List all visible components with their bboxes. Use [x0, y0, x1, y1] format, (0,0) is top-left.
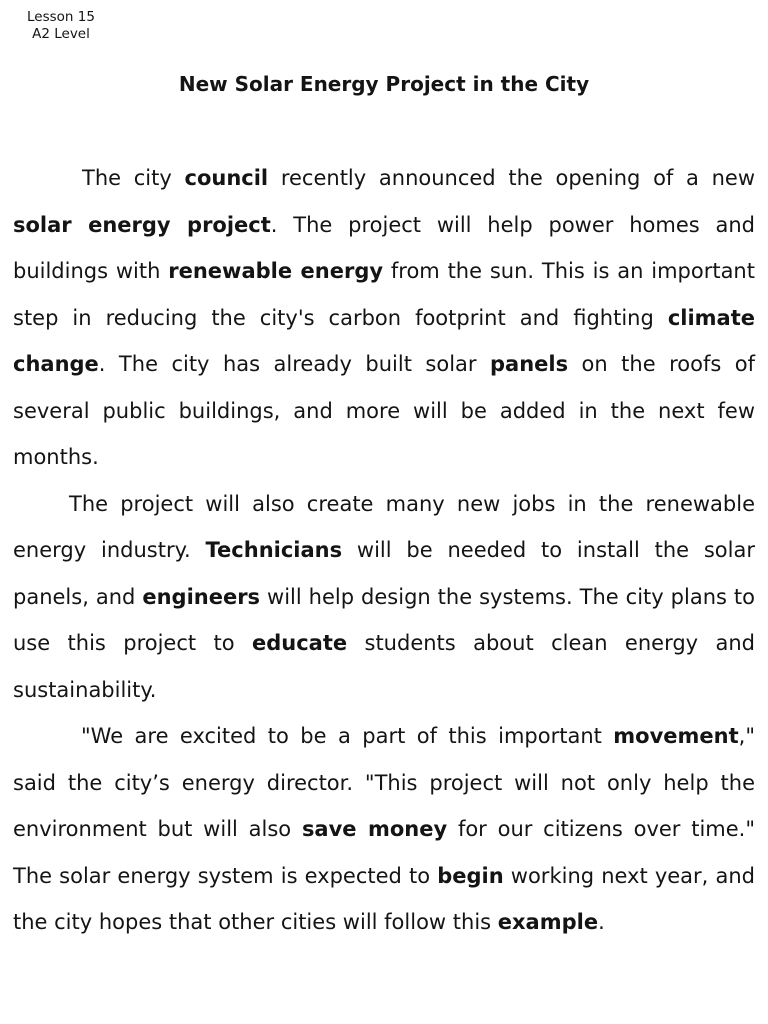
text-run: . — [598, 910, 605, 934]
text-run: The project will also create many new jobs in the renewable energy industry. — [13, 491, 755, 562]
paragraph-2 — [13, 481, 755, 714]
paragraph-3 — [13, 713, 755, 946]
vocabulary-term: climate change — [13, 305, 755, 376]
vocabulary-term: panels — [490, 352, 569, 376]
level-label: A2 Level — [32, 25, 90, 42]
text-run: for our citizens over time." The solar energy system is expected to — [13, 817, 755, 888]
vocabulary-term: save money — [301, 817, 448, 841]
lesson-info — [18, 9, 104, 42]
vocabulary-term: Technicians — [205, 538, 343, 562]
text-run: "We are excited to be a part of this important — [81, 724, 614, 748]
text-run: recently announced the opening of a new — [268, 166, 755, 190]
vocabulary-term: example — [497, 910, 599, 934]
vocabulary-term: movement — [613, 724, 739, 748]
text-run: The city — [82, 166, 185, 190]
text-run: will be needed to install the solar panels, and — [13, 538, 755, 609]
vocabulary-term: solar energy project — [13, 212, 271, 237]
text-run: students about clean energy and sustainability. — [13, 631, 755, 702]
text-run: will help design the systems. The city plans to use this project to — [13, 584, 756, 655]
article-body — [13, 155, 755, 946]
vocabulary-term: engineers — [142, 584, 261, 609]
paragraph-1 — [13, 155, 755, 481]
article-title: New Solar Energy Project in the City — [178, 72, 590, 96]
vocabulary-term: council — [184, 166, 269, 190]
text-run: . The city has already built solar — [98, 352, 490, 376]
vocabulary-term: renewable energy — [168, 259, 384, 283]
text-run: . The project will help power homes and buildings with — [13, 212, 756, 283]
text-run: on the roofs of several public buildings, and more will be added in the next few months. — [13, 352, 755, 469]
text-run: working next year, and the city hopes that other cities will follow this — [13, 863, 755, 934]
text-run: from the sun. This is an important step in reducing the city's carbon footprint and fighting — [13, 259, 755, 330]
vocabulary-term: educate — [251, 631, 348, 655]
lesson-number: Lesson 15 — [27, 9, 95, 25]
vocabulary-term: begin — [437, 863, 504, 888]
text-run: ," said the city’s energy director. "This project will not only help the environment but will also — [13, 724, 755, 841]
